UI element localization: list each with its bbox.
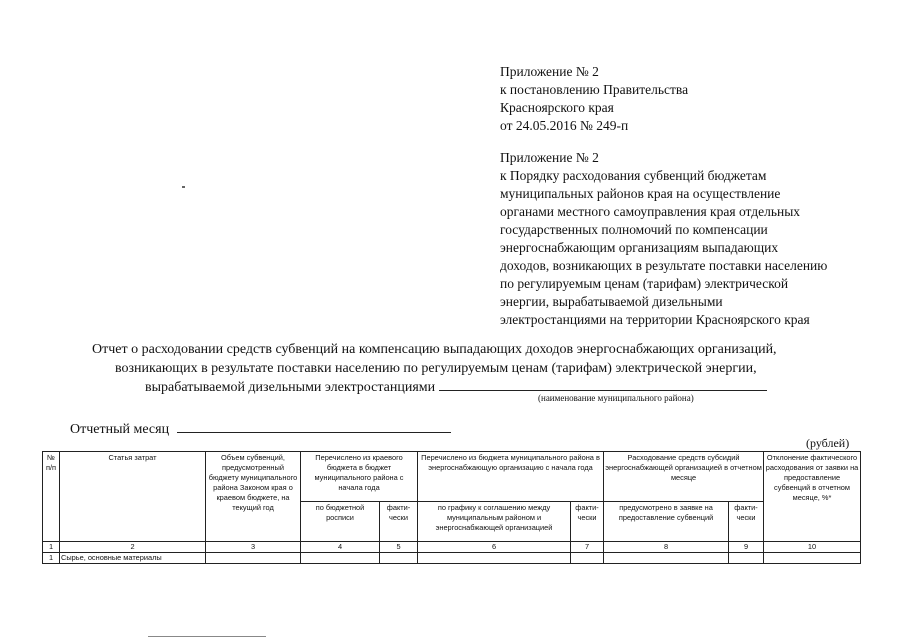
title-line: возникающих в результате поставки населению по регулируемым ценам (тарифам) электрической энергии, xyxy=(115,361,757,376)
bottom-rule xyxy=(148,636,266,637)
column-number: 10 xyxy=(764,542,861,553)
header-item: Статья затрат xyxy=(60,452,206,542)
appendix-line: Красноярского края xyxy=(500,100,614,115)
reporting-month-row xyxy=(70,420,451,439)
units-label: (рублей) xyxy=(806,436,850,450)
row-num: 1 xyxy=(43,553,60,564)
column-numbers-row xyxy=(43,542,861,553)
appendix-line: муниципальных районов края на осуществление xyxy=(500,186,781,201)
appendix-line: доходов, возникающих в результате поставки населению xyxy=(500,258,828,273)
subheader-actual: факти- чески xyxy=(729,502,764,542)
row-item: Сырье, основные материалы xyxy=(60,553,206,564)
table-row xyxy=(43,553,861,564)
appendix-line: энергоснабжающим организациям выпадающих xyxy=(500,240,779,255)
appendix-line: государственных полномочий по компенсации xyxy=(500,222,768,237)
column-number: 4 xyxy=(301,542,380,553)
header-volume: Объем субвенций, предусмотренный бюджету муниципального района Законом края о краевом бюджете, на текущий год xyxy=(206,452,301,542)
district-hint: (наименование муниципального района) xyxy=(538,393,694,403)
reporting-month-field[interactable] xyxy=(177,432,451,433)
appendix-line: к Порядку расходования субвенций бюджетам xyxy=(500,168,767,183)
subheader-actual: факти- чески xyxy=(571,502,604,542)
table-cell[interactable] xyxy=(604,553,729,564)
appendix-line: органами местного самоуправления края отдельных xyxy=(500,204,801,219)
title-line-text: вырабатываемой дизельными электростанциями xyxy=(145,380,436,395)
table-header-row xyxy=(43,452,861,502)
table-cell[interactable] xyxy=(380,553,418,564)
table-cell[interactable] xyxy=(418,553,571,564)
column-number: 3 xyxy=(206,542,301,553)
column-number: 5 xyxy=(380,542,418,553)
title-line: Отчет о расходовании средств субвенций на компенсацию выпадающих доходов энергоснабжающих организаций, xyxy=(92,342,777,357)
scan-mark xyxy=(182,186,185,188)
table-cell[interactable] xyxy=(729,553,764,564)
subheader-actual: факти- чески xyxy=(380,502,418,542)
column-number: 8 xyxy=(604,542,729,553)
appendix-line: Приложение № 2 xyxy=(500,64,599,79)
header-spending: Расходование средств субсидий энергоснабжающей организацией в отчетном месяце xyxy=(604,452,764,502)
appendix-line: энергии, вырабатываемой дизельными xyxy=(500,294,723,309)
column-number: 6 xyxy=(418,542,571,553)
appendix-line: к постановлению Правительства xyxy=(500,82,689,97)
subheader-by-schedule: по графику к соглашению между муниципальным районом и энергоснабжающей организацией xyxy=(418,502,571,542)
header-transferred-municipal: Перечислено из бюджета муниципального района в энергоснабжающую организацию с начала года xyxy=(418,452,604,502)
header-num: № п/п xyxy=(43,452,60,542)
column-number: 1 xyxy=(43,542,60,553)
appendix-line: от 24.05.2016 № 249-п xyxy=(500,118,629,133)
column-number: 9 xyxy=(729,542,764,553)
table-cell[interactable] xyxy=(571,553,604,564)
header-deviation: Отклонение фактического расходования от заявки на предоставление субвенций в отчетном месяце, %* xyxy=(764,452,861,542)
header-transferred-region: Перечислено из краевого бюджета в бюджет муниципального района с начала года xyxy=(301,452,418,502)
appendix-line: электростанциями на территории Красноярского края xyxy=(500,312,810,327)
appendix-line: Приложение № 2 xyxy=(500,150,599,165)
reporting-month-label: Отчетный месяц xyxy=(70,422,170,437)
table-cell[interactable] xyxy=(764,553,861,564)
report-table xyxy=(42,451,861,564)
column-number: 7 xyxy=(571,542,604,553)
district-name-field[interactable] xyxy=(439,390,767,391)
subheader-by-budget-list: по бюджетной росписи xyxy=(301,502,380,542)
table-cell[interactable] xyxy=(301,553,380,564)
table-cell[interactable] xyxy=(206,553,301,564)
column-number: 2 xyxy=(60,542,206,553)
appendix-line: по регулируемым ценам (тарифам) электрической xyxy=(500,276,789,291)
subheader-planned-in-request: предусмотрено в заявке на предоставление субвенций xyxy=(604,502,729,542)
